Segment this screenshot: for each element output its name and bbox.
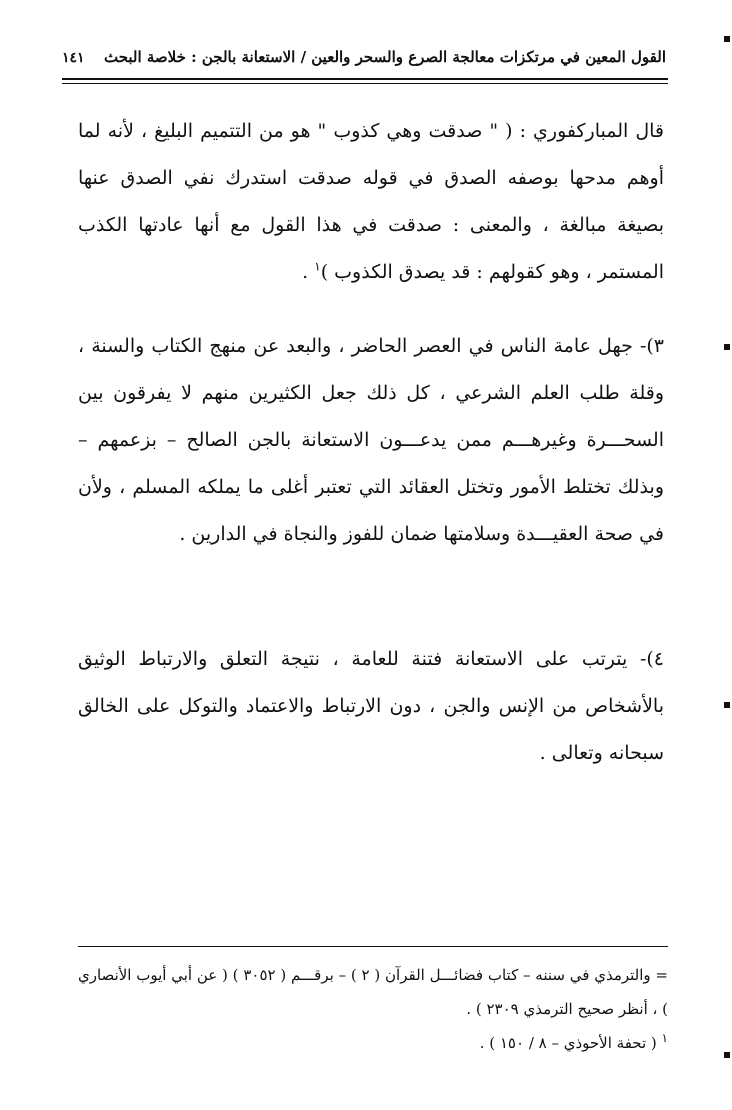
footnotes xyxy=(78,958,668,1060)
footnote-line-1: = والترمذي في سننه – كتاب فضائـــل القرآن ( ٢ ) – برقـــم ( ٣٠٥٢ ) ( عن أبي أيوب الأنصاري ) ، أنظر صحيح الترمذي ٢٣٠٩ ) . xyxy=(78,966,669,1018)
scan-edge-mark xyxy=(724,702,730,708)
paragraph-1-text: قال المباركفوري : ( " صدقت وهي كذوب " هو من التتميم البليغ ، لأنه لما أوهم مدحها بوصفه الصدق في قوله صدقت استدرك نفي الصدق عنها بصيغة مبالغة ، والمعنى : صدقت في هذا القول مع أنها عادتها الكذب المستمر ، وهو كقولهم : قد يصدق الكذوب ) xyxy=(78,120,664,283)
footnote-separator xyxy=(78,946,668,947)
page-number: ١٤١ xyxy=(62,50,85,66)
scan-edge-mark xyxy=(724,344,730,350)
paragraph-1 xyxy=(78,108,664,296)
paragraph-3: ٤)- يترتب على الاستعانة فتنة للعامة ، نتيجة التعلق والارتباط الوثيق بالأشخاص من الإنس والجن ، دون الارتباط والاعتماد والتوكل على الخالق سبحانه وتعالى . xyxy=(78,648,664,764)
paragraph-1-end: . xyxy=(302,261,315,283)
footnote-line-2-text: ( تحفة الأحوذي – ٨ / ١٥٠ ) . xyxy=(479,1034,662,1052)
footnote-reference: ١ xyxy=(314,259,321,274)
scan-edge-mark xyxy=(724,36,730,42)
paragraph-2: ٣)- جهل عامة الناس في العصر الحاضر ، والبعد عن منهج الكتاب والسنة ، وقلة طلب العلم الشرعي ، كل ذلك جعل الكثيرين منهم لا يفرقون بين السحـــرة وغيرهـــم ممن يدعـــون الاستعانة بالجن الصالح – بزعمهم – وبذلك تختلط الأمور وتختل العقائد التي تعتبر أغلى ما يملكه المسلم ، ولأن في صحة العقيـــدة وسلامتها ضمان للفوز والنجاة في الدارين . xyxy=(78,335,664,545)
header-rule-secondary xyxy=(62,83,668,84)
header-title: القول المعين في مرتكزات معالجة الصرع والسحر والعين / الاستعانة بالجن : خلاصة البحث xyxy=(103,48,666,66)
footnote-number: ١ xyxy=(661,1031,668,1045)
footnote-line-2 xyxy=(78,1026,668,1060)
scan-edge-mark xyxy=(724,1052,730,1058)
running-header xyxy=(62,42,666,76)
header-rule xyxy=(62,78,668,80)
